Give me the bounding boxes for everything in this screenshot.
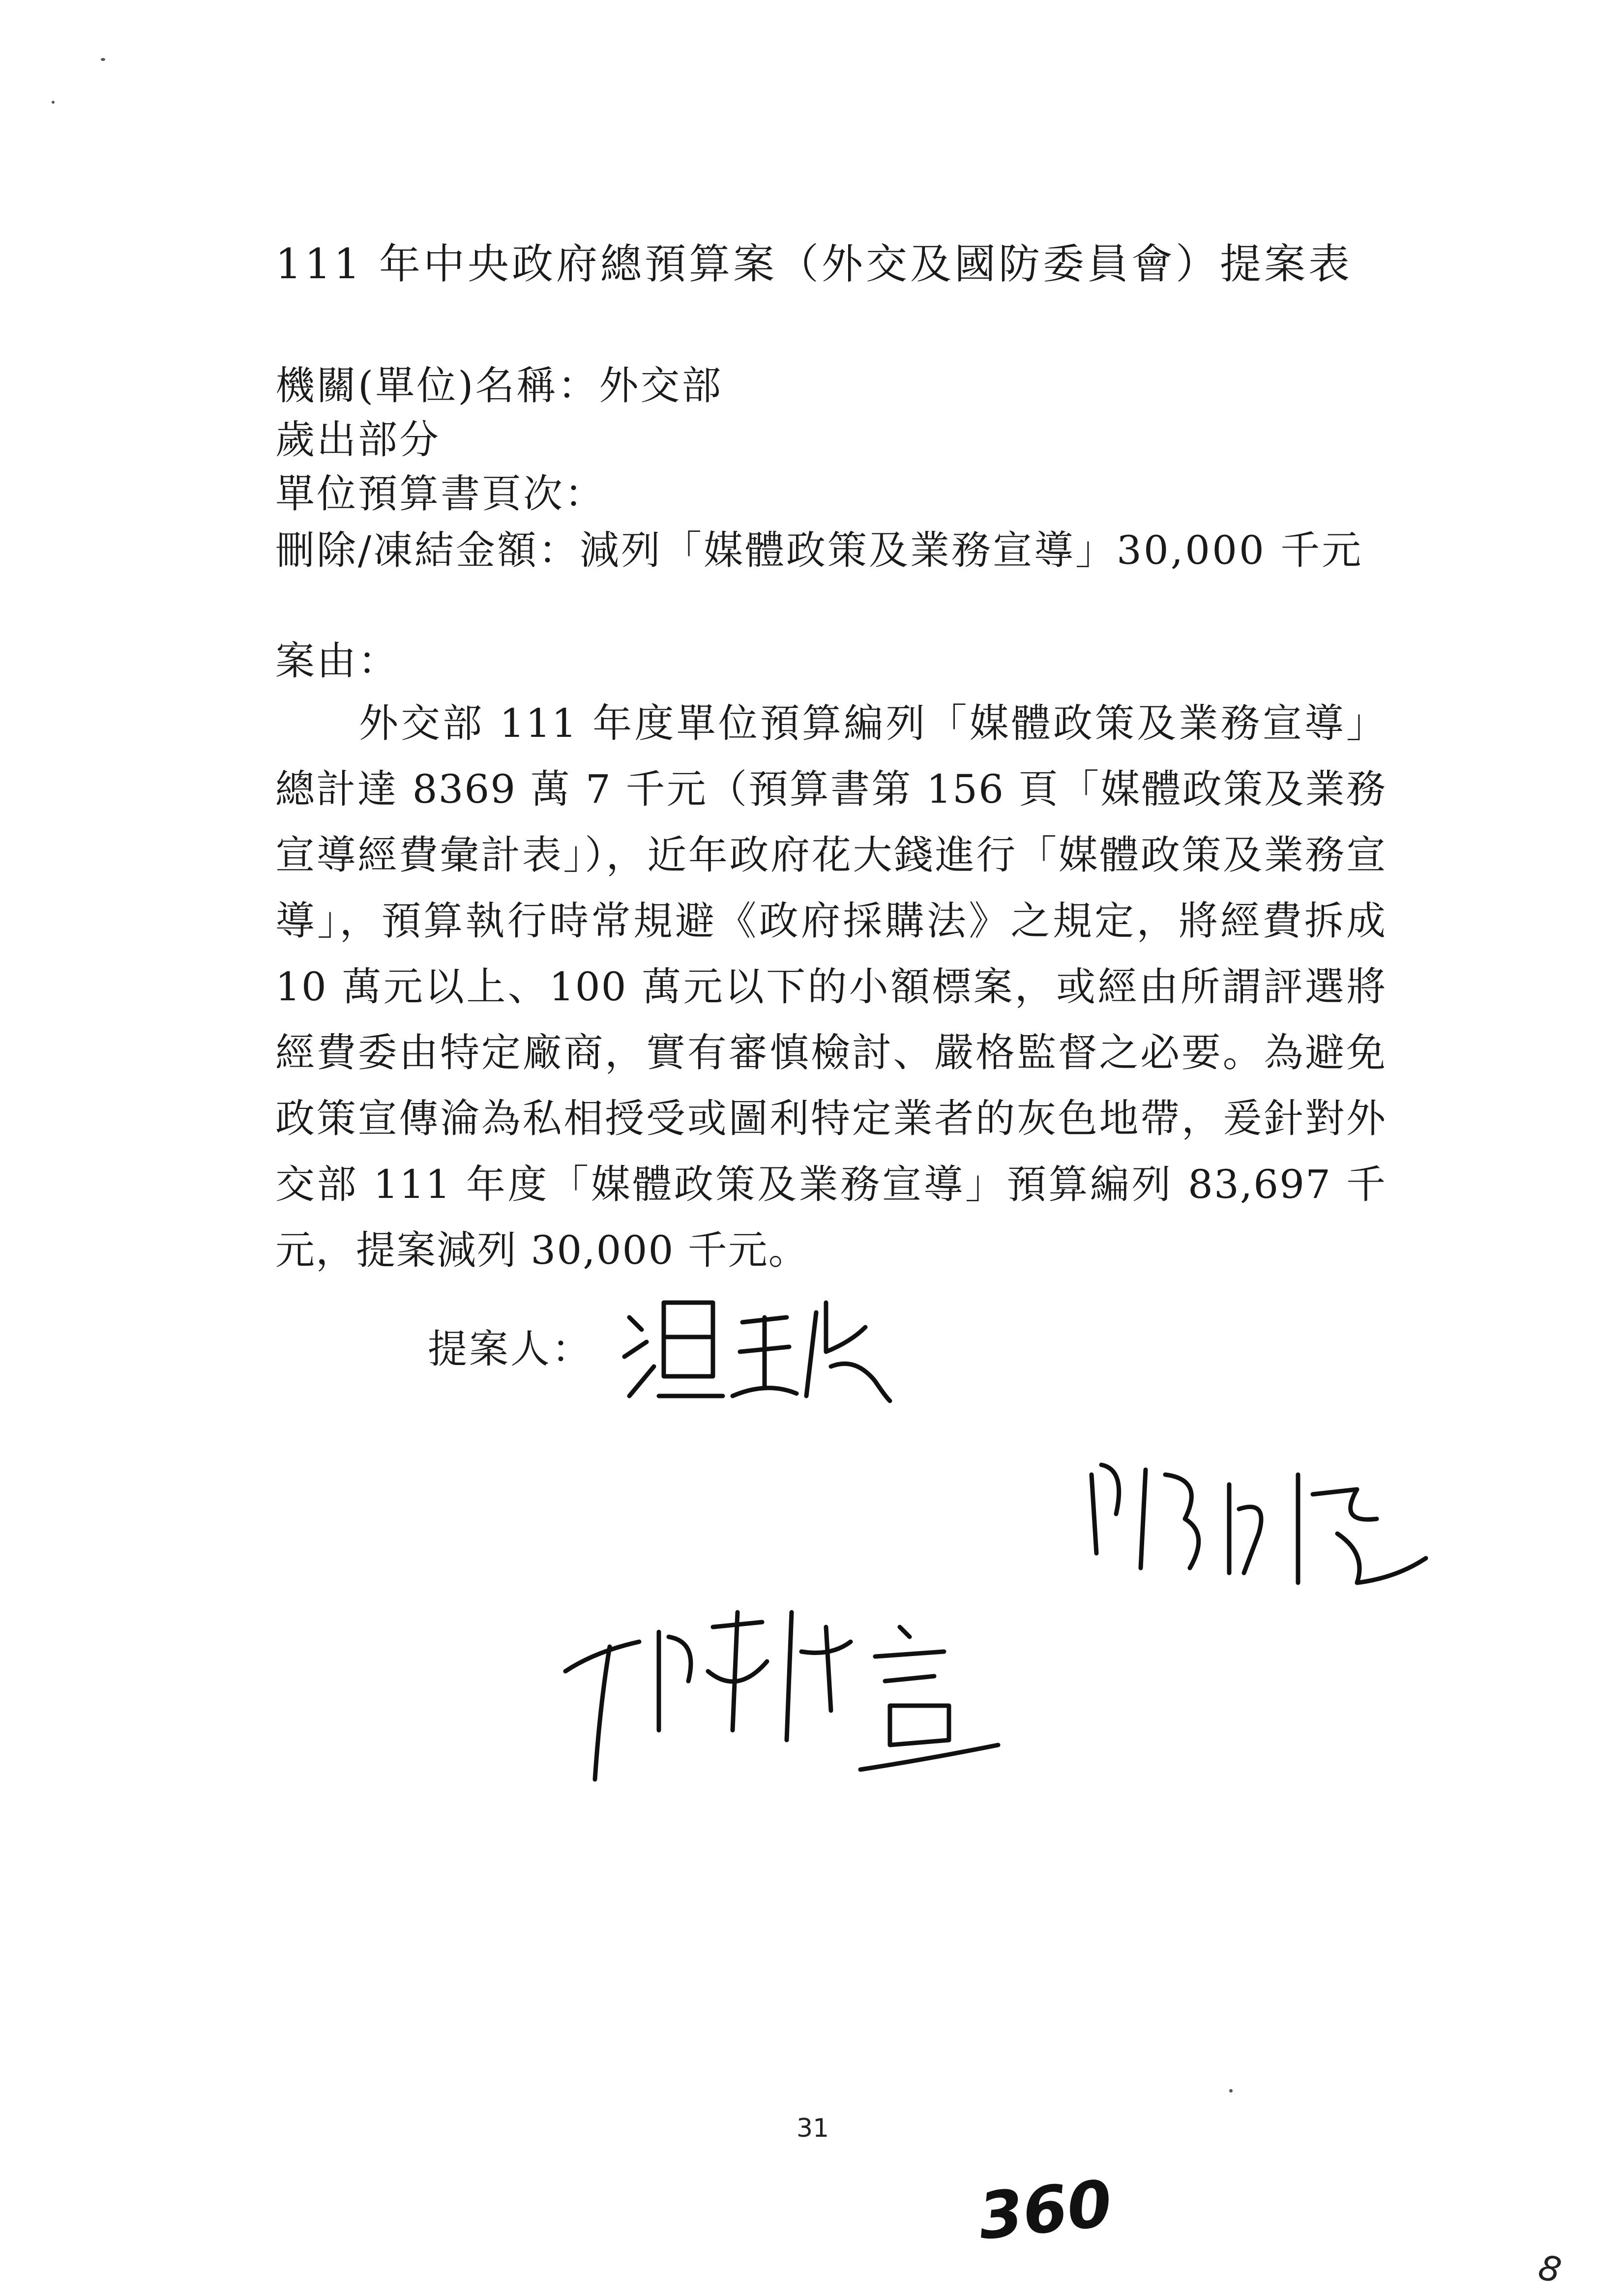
- signature-1: [620, 1283, 895, 1411]
- scan-speck: [101, 58, 105, 61]
- scan-speck: [1229, 2089, 1233, 2093]
- proposer-label: 提案人：: [428, 1326, 593, 1372]
- reason-label: 案由：: [275, 638, 399, 684]
- agency-field: 機關(單位)名稱：外交部: [275, 363, 723, 408]
- scan-speck: [52, 101, 55, 104]
- signature-2: [1082, 1455, 1436, 1602]
- amount-field: 刪除/凍結金額：減列「媒體政策及業務宣導」30,000 千元: [275, 527, 1363, 573]
- signature-3: [556, 1583, 1018, 1789]
- page-ref-field: 單位預算書頁次：: [275, 471, 606, 517]
- handwritten-page-stamp: 360: [974, 2166, 1116, 2254]
- section-field: 歲出部分: [275, 417, 441, 463]
- reason-text: 外交部 111 年度單位預算編列「媒體政策及業務宣導」總計達 8369 萬 7 千元（預算書第 156 頁「媒體政策及業務宣導經費彙計表」），近年政府花大錢進行「媒體政策及業務宣導」，預算執行時常規避《政府採購法》之規定，將經費拆成 10 萬元以上、100 萬元以下的小額標案，或經由所謂評選將經費委由特定廠商，實有審慎檢討、嚴格監督之必要。為避免政策宣傳淪為私相授受或圖利特定業者的灰色地帶，爰針對外交部 111 年度「媒體政策及業務宣導」預算編列 83,697 千元，提案減列 30,000 千元。: [275, 700, 1387, 1273]
- document-title: 111 年中央政府總預算案（外交及國防委員會）提案表: [275, 240, 1353, 288]
- corner-mark: 8: [1535, 2247, 1565, 2291]
- page-number: 31: [797, 2114, 829, 2143]
